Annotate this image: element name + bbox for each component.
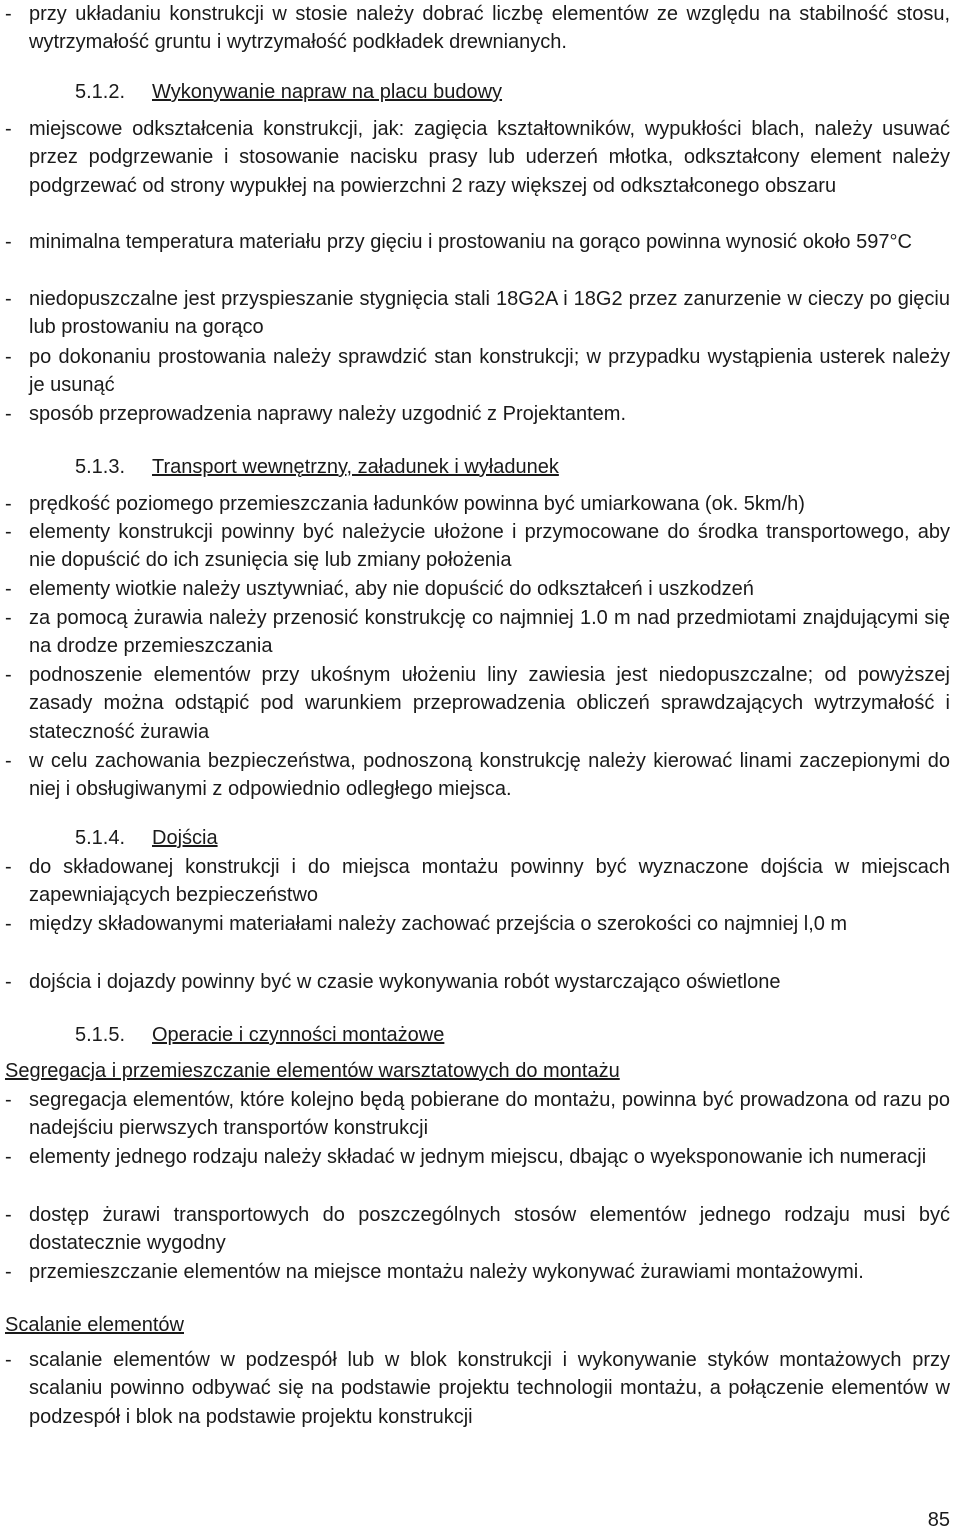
- list-item-text: między składowanymi materiałami należy zachować przejścia o szerokości co najmniej l,0 m: [29, 913, 848, 935]
- section-number: 5.1.2.: [75, 81, 126, 103]
- list-dash: -: [5, 856, 12, 878]
- list-dash: -: [5, 521, 12, 543]
- section-heading-5-1-5: [75, 1021, 444, 1049]
- list-dash: -: [5, 1349, 12, 1371]
- list-item: [5, 910, 950, 938]
- list-item-text: dostęp żurawi transportowych do poszczególnych stosów elementów jednego rodzaju musi być dostatecznie wygodny: [29, 1204, 950, 1255]
- list-item-text: miejscowe odkształcenia konstrukcji, jak: zagięcia kształtowników, wypukłości blach, należy usuwać przez podgrzewanie i stosowanie nacisku prasy lub uderzeń młotka, odkształcony element należy podgrzewać od strony wypukłej na powierzchni 2 razy większej od odkształconego obszaru: [29, 118, 950, 197]
- list-item-text: niedopuszczalne jest przyspieszanie stygnięcia stali 18G2A i 18G2 przez zanurzenie w cieczy po gięciu lub prostowaniu na gorąco: [29, 288, 950, 339]
- list-item: [5, 968, 950, 996]
- list-item-text: segregacja elementów, które kolejno będą pobierane do montażu, powinna być prowadzona od razu po nadejściu pierwszych transportów konstrukcji: [29, 1089, 950, 1140]
- list-item: [5, 490, 950, 518]
- list-item-text: scalanie elementów w podzespół lub w blok konstrukcji i wykonywanie styków montażowych przy scalaniu powinno odbywać się na podstawie projektu technologii montażu, a połączenie elementów w podzespół i blok na podstawie projektu konstrukcji: [29, 1349, 950, 1428]
- list-dash: -: [5, 1146, 12, 1168]
- list-item: [5, 343, 950, 400]
- list-item: [5, 400, 950, 428]
- list-dash: -: [5, 913, 12, 935]
- list-item: [5, 661, 950, 746]
- list-item: [5, 1143, 950, 1171]
- list-dash: -: [5, 971, 12, 993]
- section-title: Wykonywanie napraw na placu budowy: [152, 81, 503, 103]
- section-number: 5.1.5.: [75, 1024, 126, 1046]
- list-item: [5, 228, 950, 256]
- list-item: [5, 285, 950, 342]
- list-dash: -: [5, 664, 12, 686]
- section-title: Dojścia: [152, 827, 218, 849]
- list-item-text: do składowanej konstrukcji i do miejsca montażu powinny być wyznaczone dojścia w miejscach zapewniających bezpieczeństwo: [29, 856, 950, 907]
- section-title: Transport wewnętrzny, załadunek i wyładunek: [152, 456, 559, 478]
- list-item-text: przy układaniu konstrukcji w stosie należy dobrać liczbę elementów ze względu na stabilność stosu, wytrzymałość gruntu i wytrzymałość podkładek drewnianych.: [29, 3, 950, 54]
- list-item: [5, 1258, 950, 1286]
- list-item: [5, 1346, 950, 1431]
- list-item: [5, 604, 950, 661]
- section-number: 5.1.4.: [75, 827, 126, 849]
- list-item: [5, 1086, 950, 1143]
- list-item: [5, 747, 950, 804]
- list-dash: -: [5, 1204, 12, 1226]
- list-dash: -: [5, 1089, 12, 1111]
- list-item-text: po dokonaniu prostowania należy sprawdzić stan konstrukcji; w przypadku wystąpienia usterek należy je usunąć: [29, 346, 950, 397]
- list-item-text: sposób przeprowadzenia naprawy należy uzgodnić z Projektantem.: [29, 403, 627, 425]
- section-number: 5.1.3.: [75, 456, 126, 478]
- list-dash: -: [5, 493, 12, 515]
- list-item-text: podnoszenie elementów przy ukośnym ułożeniu liny zawiesia jest niedopuszczalne; od powyższej zasady można odstąpić pod warunkiem przeprowadzenia obliczeń sprawdzających wytrzymałość i stateczność żurawia: [29, 664, 950, 743]
- list-item: [5, 575, 950, 603]
- section-heading-5-1-4: [75, 824, 218, 852]
- list-item-text: prędkość poziomego przemieszczania ładunków powinna być umiarkowana (ok. 5km/h): [29, 493, 805, 515]
- section-heading-5-1-3: [75, 453, 559, 481]
- page-number: 85: [927, 1509, 950, 1531]
- list-item: [5, 1201, 950, 1258]
- list-dash: -: [5, 118, 12, 140]
- section-heading-5-1-2: [75, 78, 502, 106]
- list-item-text: w celu zachowania bezpieczeństwa, podnoszoną konstrukcję należy kierować linami zaczepionymi do niej i obsługiwanymi z odpowiednio odległego miejsca.: [29, 750, 950, 801]
- list-item: [5, 115, 950, 200]
- list-item-text: dojścia i dojazdy powinny być w czasie wykonywania robót wystarczająco oświetlone: [29, 971, 781, 993]
- list-item-text: minimalna temperatura materiału przy gięciu i prostowaniu na gorąco powinna wynosić około 597°C: [29, 231, 912, 253]
- list-item-text: elementy konstrukcji powinny być należycie ułożone i przymocowane do środka transportowego, aby nie dopuścić do ich zsunięcia się lub zmiany położenia: [29, 521, 950, 572]
- list-dash: -: [5, 346, 12, 368]
- list-item: [5, 0, 950, 57]
- list-dash: -: [5, 403, 12, 425]
- section-title: Operacie i czynności montażowe: [152, 1024, 445, 1046]
- list-item: [5, 518, 950, 575]
- list-item: [5, 853, 950, 910]
- list-item-text: za pomocą żurawia należy przenosić konstrukcję co najmniej 1.0 m nad przedmiotami znajdującymi się na drodze przemieszczania: [29, 607, 950, 658]
- list-dash: -: [5, 1261, 12, 1283]
- list-dash: -: [5, 288, 12, 310]
- subsection-heading: Segregacja i przemieszczanie elementów warsztatowych do montażu: [5, 1060, 620, 1082]
- list-dash: -: [5, 607, 12, 629]
- list-dash: -: [5, 231, 12, 253]
- subsection-heading: Scalanie elementów: [5, 1314, 184, 1336]
- list-item-text: elementy jednego rodzaju należy składać w jednym miejscu, dbając o wyeksponowanie ich numeracji: [29, 1146, 927, 1168]
- list-item-text: elementy wiotkie należy usztywniać, aby nie dopuścić do odkształceń i uszkodzeń: [29, 578, 754, 600]
- list-dash: -: [5, 750, 12, 772]
- list-dash: -: [5, 3, 12, 25]
- list-item-text: przemieszczanie elementów na miejsce montażu należy wykonywać żurawiami montażowymi.: [29, 1261, 864, 1283]
- list-dash: -: [5, 578, 12, 600]
